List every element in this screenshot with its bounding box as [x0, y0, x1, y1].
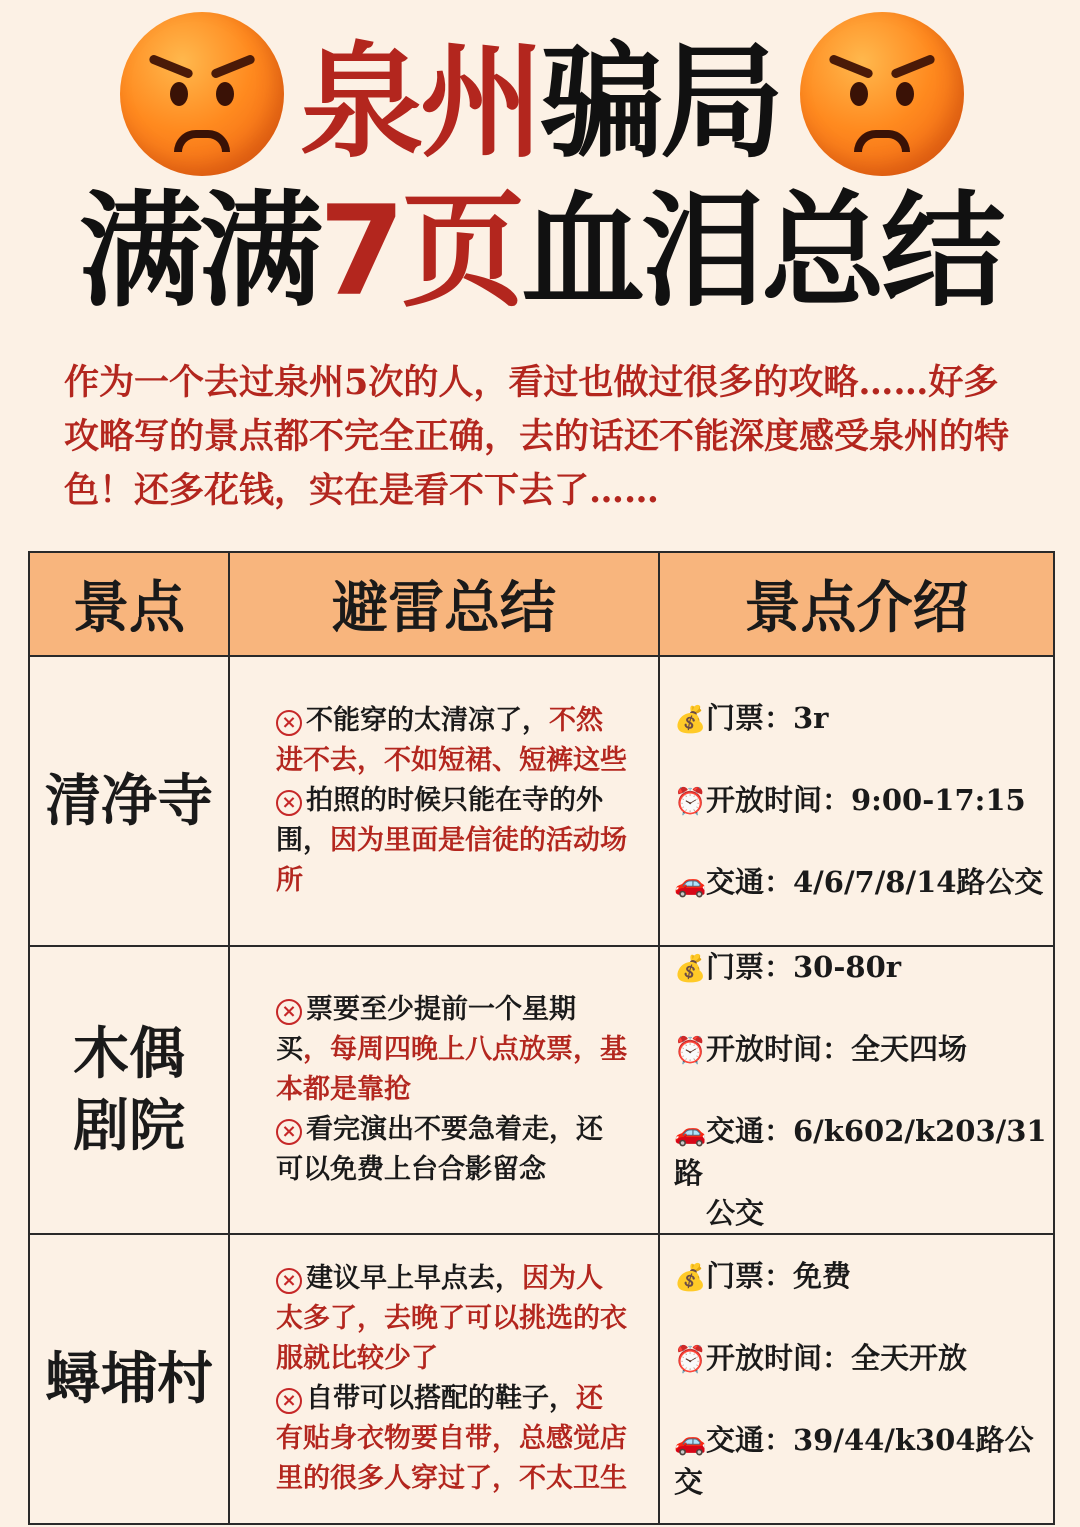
- cross-circle-icon: ×: [276, 1388, 302, 1414]
- tip-text-highlight: 因为人太多了，去晚了可以挑选的衣服就比较少了: [276, 1263, 627, 1374]
- cross-circle-icon: ×: [276, 790, 302, 816]
- table-header-row: [29, 552, 1054, 656]
- transport-text-cont: 公交: [706, 1196, 765, 1230]
- spot-name: [29, 946, 229, 1234]
- spot-name: [29, 656, 229, 946]
- car-icon: 🚗: [674, 1118, 707, 1148]
- spot-name-text: 木偶剧院: [73, 1021, 185, 1159]
- ticket-info: [674, 947, 1053, 989]
- info-cell: [659, 1234, 1054, 1524]
- ticket-text: 门票：3r: [706, 701, 829, 735]
- page-subtitle: 满满7页血泪总结: [78, 180, 1002, 324]
- tip-text-highlight: 还有贴身衣物要自带，总感觉店里的很多人穿过了，不太卫生: [276, 1383, 627, 1494]
- tip-item: [276, 701, 628, 781]
- ticket-info: [674, 698, 1053, 740]
- table-row: [29, 1234, 1054, 1524]
- attraction-table: [28, 551, 1055, 1525]
- ticket-info: [674, 1256, 1053, 1298]
- table-row: [29, 656, 1054, 946]
- cross-circle-icon: ×: [276, 999, 302, 1025]
- tip-item: [276, 781, 628, 901]
- tips-cell: [229, 1234, 659, 1524]
- tip-text: 建议早上早点去，: [306, 1263, 522, 1294]
- tip-text: 拍照的时候只能在寺的外围，: [276, 785, 603, 856]
- money-bag-icon: 💰: [674, 1263, 707, 1293]
- tips-cell: [229, 656, 659, 946]
- intro-text: 作为一个去过泉州5次的人，看过也做过很多的攻略……好多攻略写的景点都不完全正确，去的话还不能深度感受泉州的特色！还多花钱，实在是看不下去了……: [64, 362, 1010, 511]
- ticket-text: 门票：30-80r: [706, 950, 902, 984]
- hours-info: [674, 780, 1053, 822]
- tips-cell: [229, 946, 659, 1234]
- spot-name-text: 清净寺: [45, 768, 213, 834]
- transport-info: [674, 862, 1053, 904]
- alarm-clock-icon: ⏰: [674, 787, 707, 817]
- hours-text: 开放时间：全天四场: [706, 1032, 968, 1066]
- cross-circle-icon: ×: [276, 1268, 302, 1294]
- spot-name-text: 蟳埔村: [45, 1346, 213, 1412]
- table-row: [29, 946, 1054, 1234]
- tip-text: 不能穿的太清凉了，: [306, 705, 549, 736]
- info-cell: [659, 656, 1054, 946]
- tip-text: 看完演出不要急着走，还可以免费上台合影留念: [276, 1114, 603, 1185]
- money-bag-icon: 💰: [674, 705, 707, 735]
- tip-item: [276, 990, 628, 1110]
- car-icon: 🚗: [674, 1427, 707, 1457]
- tip-text-highlight: 因为里面是信徒的活动场所: [276, 825, 627, 896]
- page-title: 泉州骗局: [299, 31, 781, 175]
- angry-face-icon: [120, 12, 284, 176]
- cross-circle-icon: ×: [276, 1119, 302, 1145]
- header-intro: 景点介绍: [659, 552, 1054, 656]
- spot-name: [29, 1234, 229, 1524]
- info-cell: [659, 946, 1054, 1234]
- tip-item: [276, 1110, 628, 1190]
- header-spot: 景点: [29, 552, 229, 656]
- tip-item: [276, 1379, 628, 1499]
- header-tips: 避雷总结: [229, 552, 659, 656]
- transport-text: 交通：4/6/7/8/14路公交: [706, 865, 1044, 899]
- ticket-text: 门票：免费: [706, 1259, 852, 1293]
- tip-text-highlight: ，每周四晚上八点放票，基本都是靠抢: [276, 1034, 627, 1105]
- alarm-clock-icon: ⏰: [674, 1345, 707, 1375]
- transport-text: 交通：6/k602/k203/31路: [674, 1114, 1047, 1190]
- tip-text: 票要至少提前一个星期买: [276, 994, 576, 1065]
- transport-info: [674, 1111, 1053, 1233]
- tip-item: [276, 1259, 628, 1379]
- cross-circle-icon: ×: [276, 710, 302, 736]
- hours-text: 开放时间：9:00-17:15: [706, 783, 1026, 817]
- transport-info: [674, 1420, 1053, 1502]
- hours-info: [674, 1029, 1053, 1071]
- hours-info: [674, 1338, 1053, 1380]
- hours-text: 开放时间：全天开放: [706, 1341, 968, 1375]
- alarm-clock-icon: ⏰: [674, 1036, 707, 1066]
- money-bag-icon: 💰: [674, 954, 707, 984]
- tip-text-highlight: 不然进不去，不如短裙、短裤这些: [276, 705, 627, 776]
- angry-face-icon: [800, 12, 964, 176]
- tip-text: 自带可以搭配的鞋子，: [306, 1383, 576, 1414]
- car-icon: 🚗: [674, 869, 707, 899]
- transport-text: 交通：39/44/k304路公交: [674, 1423, 1034, 1499]
